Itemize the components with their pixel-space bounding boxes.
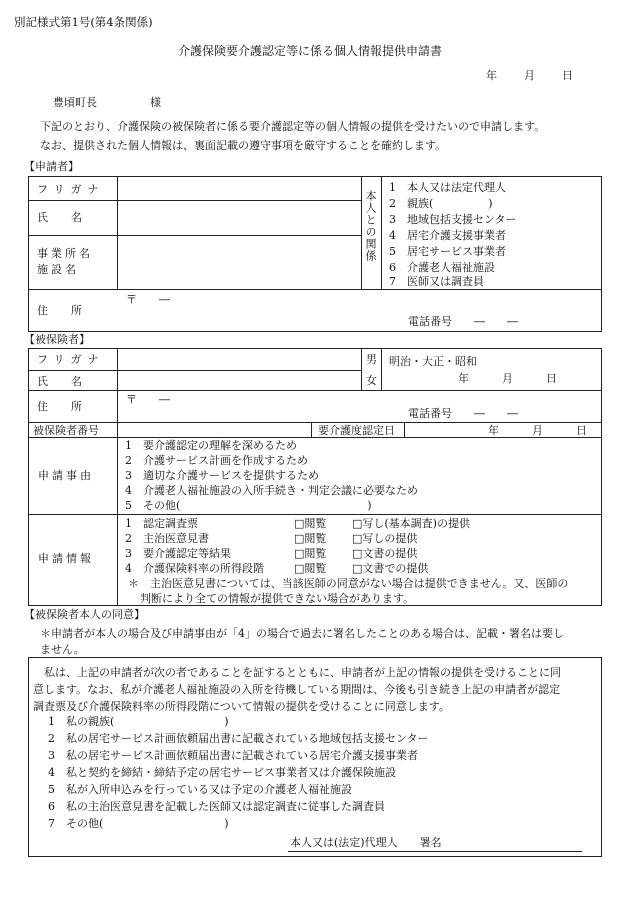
relation-option-2[interactable]: 2 親族( ) bbox=[389, 197, 493, 210]
consent-item-1: 1 私の親族( ) bbox=[48, 715, 229, 728]
insured-furigana-label: フリガナ bbox=[37, 353, 105, 366]
reason-item-4[interactable]: 4 介護老人福祉施設の入所手続き・判定会議に必要なため bbox=[125, 484, 418, 497]
info-1-view-checkbox[interactable]: □閲覧 bbox=[294, 517, 327, 530]
consent-section-title: 【被保険者本人の同意】 bbox=[24, 608, 145, 621]
info-4-doc-checkbox[interactable]: □文書での提供 bbox=[352, 562, 429, 575]
date-year-label: 年 bbox=[486, 69, 497, 82]
info-3-doc-checkbox[interactable]: □文書の提供 bbox=[352, 547, 418, 560]
insured-number-label: 被保険者番号 bbox=[33, 424, 99, 437]
consent-body-line-1: 私は、上記の申請者が次の者であることを証するとともに、申請者が上記の情報の提供を受けることに同 bbox=[44, 666, 561, 679]
reason-item-5[interactable]: 5 その他( ) bbox=[125, 499, 372, 512]
insured-postal: 〒 ― bbox=[126, 393, 170, 406]
birth-date: 年 月 日 bbox=[458, 372, 557, 385]
consent-item-2: 2 私の居宅サービス計画依頼届出書に記載されている地域包括支援センター bbox=[48, 732, 429, 745]
consent-item-4: 4 私と契約を締結・締結予定の居宅サービス事業者又は介護保険施設 bbox=[48, 766, 396, 779]
consent-note-line-1: ＊申請者が本人の場合及び申請事由が「4」の場合で過去に署名したことのある場合は、記載・署名は要し bbox=[40, 627, 564, 640]
relation-option-6[interactable]: 6 介護老人福祉施設 bbox=[389, 261, 495, 274]
signature-label: 本人又は(法定)代理人 署名 bbox=[290, 836, 442, 849]
info-4-view-checkbox[interactable]: □閲覧 bbox=[294, 562, 327, 575]
info-item-1: 1 認定調査票 bbox=[125, 517, 198, 530]
applicant-postal: 〒 ― bbox=[126, 293, 170, 306]
signature-line[interactable] bbox=[288, 851, 582, 852]
date-month-label: 月 bbox=[524, 69, 535, 82]
insured-name-label: 氏 名 bbox=[37, 375, 88, 388]
gender-female[interactable]: 女 bbox=[366, 374, 377, 387]
form-number: 別記様式第1号(第4条関係) bbox=[14, 15, 153, 29]
birth-era-options[interactable]: 明治・大正・昭和 bbox=[389, 355, 477, 368]
relation-option-7[interactable]: 7 医師又は調査員 bbox=[389, 275, 484, 288]
addressee-honorific: 様 bbox=[150, 96, 161, 109]
info-item-3: 3 要介護認定等結果 bbox=[125, 547, 231, 560]
insured-section-title: 【被保険者】 bbox=[24, 333, 90, 346]
reason-item-3[interactable]: 3 適切な介護サービスを提供するため bbox=[125, 469, 319, 482]
applicant-facility-label: 施設名 bbox=[37, 263, 79, 276]
consent-item-5: 5 私が入所申込みを行っている又は予定の介護老人福祉施設 bbox=[48, 783, 352, 796]
reason-item-2[interactable]: 2 介護サービス計画を作成するため bbox=[125, 454, 308, 467]
care-date-value: 年 月 日 bbox=[488, 424, 587, 437]
info-2-copy-checkbox[interactable]: □写しの提供 bbox=[352, 532, 418, 545]
care-date-label: 要介護度認定日 bbox=[318, 424, 395, 437]
info-note-line-1: ＊ 主治医意見書については、当該医師の同意がない場合は提供できません。又、医師の bbox=[128, 577, 569, 590]
relation-option-1[interactable]: 1 本人又は法定代理人 bbox=[389, 181, 506, 194]
applicant-name-label: 氏 名 bbox=[37, 211, 88, 224]
insured-phone: 電話番号 ― ― bbox=[408, 407, 518, 420]
info-3-view-checkbox[interactable]: □閲覧 bbox=[294, 547, 327, 560]
relation-option-3[interactable]: 3 地域包括支援センター bbox=[389, 213, 517, 226]
info-1-copy-checkbox[interactable]: □写し(基本調査)の提供 bbox=[352, 517, 470, 530]
reason-label: 申請事由 bbox=[38, 469, 94, 482]
page-title: 介護保険要介護認定等に係る個人情報提供申請書 bbox=[178, 44, 443, 58]
consent-item-3: 3 私の居宅サービス計画依頼届出書に記載されている居宅介護支援事業者 bbox=[48, 749, 418, 762]
relation-label: 本人との関係 bbox=[364, 190, 377, 262]
applicant-address-label: 住 所 bbox=[37, 304, 88, 317]
consent-item-7: 7 その他( ) bbox=[48, 817, 229, 830]
consent-item-6: 6 私の主治医意見書を記載した医師又は認定調査に従事した調査員 bbox=[48, 800, 385, 813]
info-2-view-checkbox[interactable]: □閲覧 bbox=[294, 532, 327, 545]
relation-option-5[interactable]: 5 居宅サービス事業者 bbox=[389, 245, 506, 258]
consent-note-line-2: ません。 bbox=[40, 643, 85, 656]
info-item-2: 2 主治医意見書 bbox=[125, 532, 209, 545]
consent-body-line-3: 調査票及び介護保険料率の所得段階について情報の提供を受けることに同意します。 bbox=[33, 700, 450, 713]
date-day-label: 日 bbox=[562, 69, 573, 82]
insured-address-label: 住 所 bbox=[37, 400, 88, 413]
info-label: 申請情報 bbox=[38, 552, 94, 565]
consent-body-line-2: 意します。なお、私が介護老人福祉施設の入所を待機している期間は、今後も引き続き上記の申請者が認定 bbox=[33, 683, 561, 696]
applicant-furigana-label: フリガナ bbox=[37, 183, 105, 196]
applicant-section-title: 【申請者】 bbox=[24, 160, 79, 173]
gender-male[interactable]: 男 bbox=[366, 353, 377, 366]
relation-option-4[interactable]: 4 居宅介護支援事業者 bbox=[389, 229, 506, 242]
reason-item-1[interactable]: 1 要介護認定の理解を深めるため bbox=[125, 439, 297, 452]
applicant-office-label: 事業所名 bbox=[37, 247, 93, 260]
intro-line-2: なお、提供された個人情報は、裏面記載の遵守事項を厳守することを確約します。 bbox=[40, 139, 447, 152]
info-item-4: 4 介護保険料率の所得段階 bbox=[125, 562, 264, 575]
addressee-name: 豊頃町長 bbox=[53, 96, 97, 109]
intro-line-1: 下記のとおり、介護保険の被保険者に係る要介護認定等の個人情報の提供を受けたいので申請します。 bbox=[40, 120, 546, 133]
info-note-line-2: 判断により全ての情報が提供できない場合があります。 bbox=[140, 592, 415, 605]
applicant-phone: 電話番号 ― ― bbox=[408, 315, 518, 328]
